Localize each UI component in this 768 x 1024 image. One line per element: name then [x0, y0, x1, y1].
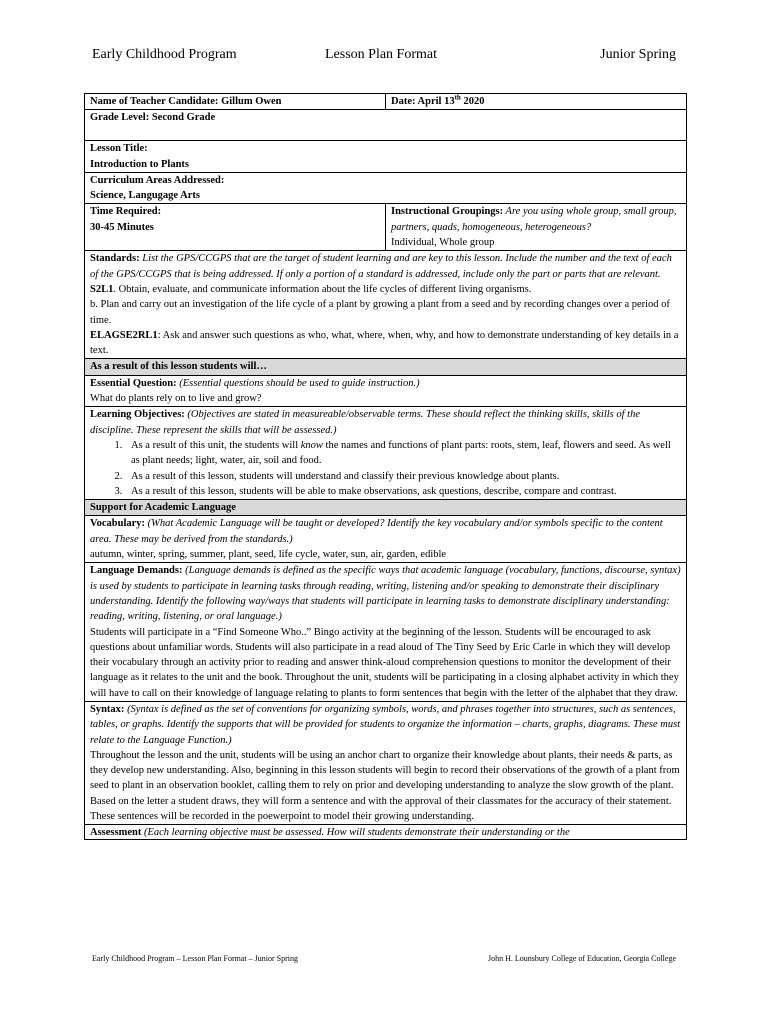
lesson-title-row — [85, 141, 687, 173]
date-label: Date: — [391, 96, 416, 107]
date-value: April 13 — [417, 96, 455, 107]
page-footer — [92, 954, 676, 968]
grade-label: Grade Level: — [90, 112, 150, 124]
support-heading-row — [85, 500, 687, 516]
grade-value: Second Grade — [151, 112, 216, 124]
lesson-title-cell — [85, 141, 687, 173]
teacher-cell — [85, 94, 386, 110]
essential-label: Essential Question: — [90, 377, 177, 389]
essential-cell — [85, 375, 687, 407]
curriculum-cell — [85, 172, 687, 204]
essential-value: What do plants rely on to live and grow? — [90, 393, 262, 405]
assessment-label: Assessment — [90, 827, 142, 839]
support-heading: Support for Academic Language — [85, 500, 687, 516]
language-value: Students will participate in a “Find Someone Who..” Bingo activity at the beginning of the lesson. Students will be encouraged to ask questions about unfamiliar words. Students will also participate in a read aloud of The Tiny Seed by Eric Carle in which they will develop their vocabulary through an activity prior to reading and answer think-aloud comprehension questions to monitor the development of their language as it relates to the unit and the book. Throughout the unit, students will be participating in a closing alphabet activity in which they will have to call on their knowledge of language relating to plants to form sentences that begin with the letter of the alphabet that they draw. — [90, 626, 679, 699]
footer-college: John H. Lounsbury College of Education, Georgia College — [487, 954, 676, 963]
date-cell — [386, 94, 687, 110]
standards-row — [85, 251, 687, 359]
objective-item: 3. As a result of this lesson, students will be able to make observations, ask questions, describe, compare and contrast. — [125, 484, 681, 499]
lesson-title-label: Lesson Title: — [90, 143, 148, 155]
objectives-label: Learning Objectives: — [90, 409, 185, 421]
curriculum-value: Science, Langugage Arts — [90, 190, 200, 202]
vocabulary-value: autumn, winter, spring, summer, plant, seed, life cycle, water, sun, air, garden, edible — [90, 549, 447, 561]
groupings-label: Instructional Groupings: — [391, 206, 504, 218]
objectives-prompt: (Objectives are stated in measureable/observable terms. These should reflect the thinking skills, skills of the discipline. These represent the skills that will be assessed.) — [90, 409, 640, 436]
vocabulary-row — [85, 516, 687, 563]
syntax-prompt: (Syntax is defined as the set of conventions for organizing symbols, words, and phrases together into structures, such as sentences, tables, or graphs. Identify the supports that will be provided for students to organize the information – charts, graphs, diagrams. These must relate to the Language Function.) — [90, 703, 681, 746]
result-heading-row — [85, 359, 687, 375]
time-label: Time Required: — [90, 206, 162, 218]
curriculum-row — [85, 172, 687, 204]
time-value: 30-45 Minutes — [90, 221, 154, 233]
language-label: Language Demands: — [90, 565, 183, 577]
standard-text-s2l1: . Obtain, evaluate, and communicate information about the life cycles of different living organisms. — [113, 283, 532, 295]
standard-text-s2l1-b: b. Plan and carry out an investigation of the life cycle of a plant by growing a plant from a seed and by recording changes over a period of time. — [90, 299, 670, 326]
standards-label: Standards: — [90, 253, 140, 265]
time-cell — [85, 204, 386, 251]
header-format: Lesson Plan Format — [325, 47, 437, 62]
grade-row — [85, 110, 687, 141]
syntax-value: Throughout the lesson and the unit, students will be using an anchor chart to organize their knowledge about plants, their needs & parts, as they develop new understanding. Also, beginning in this lesson students will begin to record their observations of the growth of a plant from seed to plant in an observation booklet, calling them to rely on prior and developing understanding to analyze the slow growth of the plant. Based on the letter a student draws, they will form a sentence and with the approval of their classmates for the accuracy of their statement. These sentences will be recorded in the poewerpoint to model their growing understanding. — [90, 749, 680, 823]
syntax-cell — [85, 701, 687, 824]
vocabulary-prompt: (What Academic Language will be taught or developed? Identify the key vocabulary and/or symbols specific to the content area. These may be derived from the standards.) — [90, 518, 663, 545]
result-heading: As a result of this lesson students will… — [85, 359, 687, 375]
assessment-cell — [85, 825, 687, 840]
teacher-name: Gillum Owen — [221, 96, 282, 107]
standard-code-elagse2rl1: ELAGSE2RL1 — [90, 329, 158, 341]
syntax-label: Syntax: — [90, 703, 125, 715]
objectives-row — [85, 407, 687, 500]
page-header — [92, 47, 676, 67]
lesson-plan-table — [84, 93, 687, 840]
date-year: 2020 — [460, 96, 485, 107]
standard-text-elagse2rl1: : Ask and answer such questions as who, what, where, when, why, and how to demonstrate understanding of key details in a text. — [90, 329, 679, 357]
objective-item: 1. As a result of this unit, the students will know the names and functions of plant parts: roots, stem, leaf, flowers and seed. As well as plant needs; light, water, air, soil and food. — [125, 438, 681, 469]
essential-prompt: (Essential questions should be used to guide instruction.) — [176, 377, 420, 389]
vocabulary-label: Vocabulary: — [90, 518, 146, 530]
lesson-title-value: Introduction to Plants — [90, 158, 189, 170]
groupings-prompt: Are you using whole group, small group, partners, quads, homogeneous, heterogeneous? — [391, 206, 677, 233]
groupings-cell — [386, 204, 687, 251]
vocabulary-cell — [85, 516, 687, 563]
header-program: Early Childhood Program — [92, 47, 237, 62]
grade-cell — [85, 110, 687, 141]
language-cell — [85, 563, 687, 702]
standards-cell — [85, 251, 687, 359]
date-sup: th — [454, 93, 461, 102]
syntax-row — [85, 701, 687, 824]
standard-code-s2l1: S2L1 — [90, 283, 114, 295]
assessment-row — [85, 825, 687, 840]
footer-program: Early Childhood Program – Lesson Plan Format – Junior Spring — [92, 954, 298, 963]
curriculum-label: Curriculum Areas Addressed: — [90, 174, 225, 186]
time-groupings-row — [85, 204, 687, 251]
objectives-cell — [85, 407, 687, 500]
teacher-row — [85, 94, 687, 110]
teacher-label: Name of Teacher Candidate: — [90, 96, 219, 107]
standards-prompt: List the GPS/CCGPS that are the target of student learning and are key to this lesson. Include the number and the text of each of the GPS/CCGPS that is being addressed. If only a portion of a standard is addressed, include only the part or parts that are relevant. — [90, 253, 672, 280]
essential-row — [85, 375, 687, 407]
header-term: Junior Spring — [600, 47, 676, 62]
language-row — [85, 563, 687, 702]
objectives-list — [90, 438, 681, 499]
language-prompt: (Language demands is defined as the specific ways that academic language (vocabulary, functions, discourse, syntax) is used by students to participate in learning tasks through reading, writing, listening and/or speaking to demonstrate their disciplinary understanding. Identify the following way/ways that students will participate in learning tasks to demonstrate disciplinary understanding: reading, writing, listening, or oral language.) — [90, 565, 681, 623]
groupings-value: Individual, Whole group — [391, 237, 495, 249]
objective-item: 2. As a result of this lesson, students will understand and classify their previous knowledge about plants. — [125, 469, 681, 484]
assessment-prompt: (Each learning objective must be assessed. How will students demonstrate their understanding or the — [141, 827, 570, 839]
